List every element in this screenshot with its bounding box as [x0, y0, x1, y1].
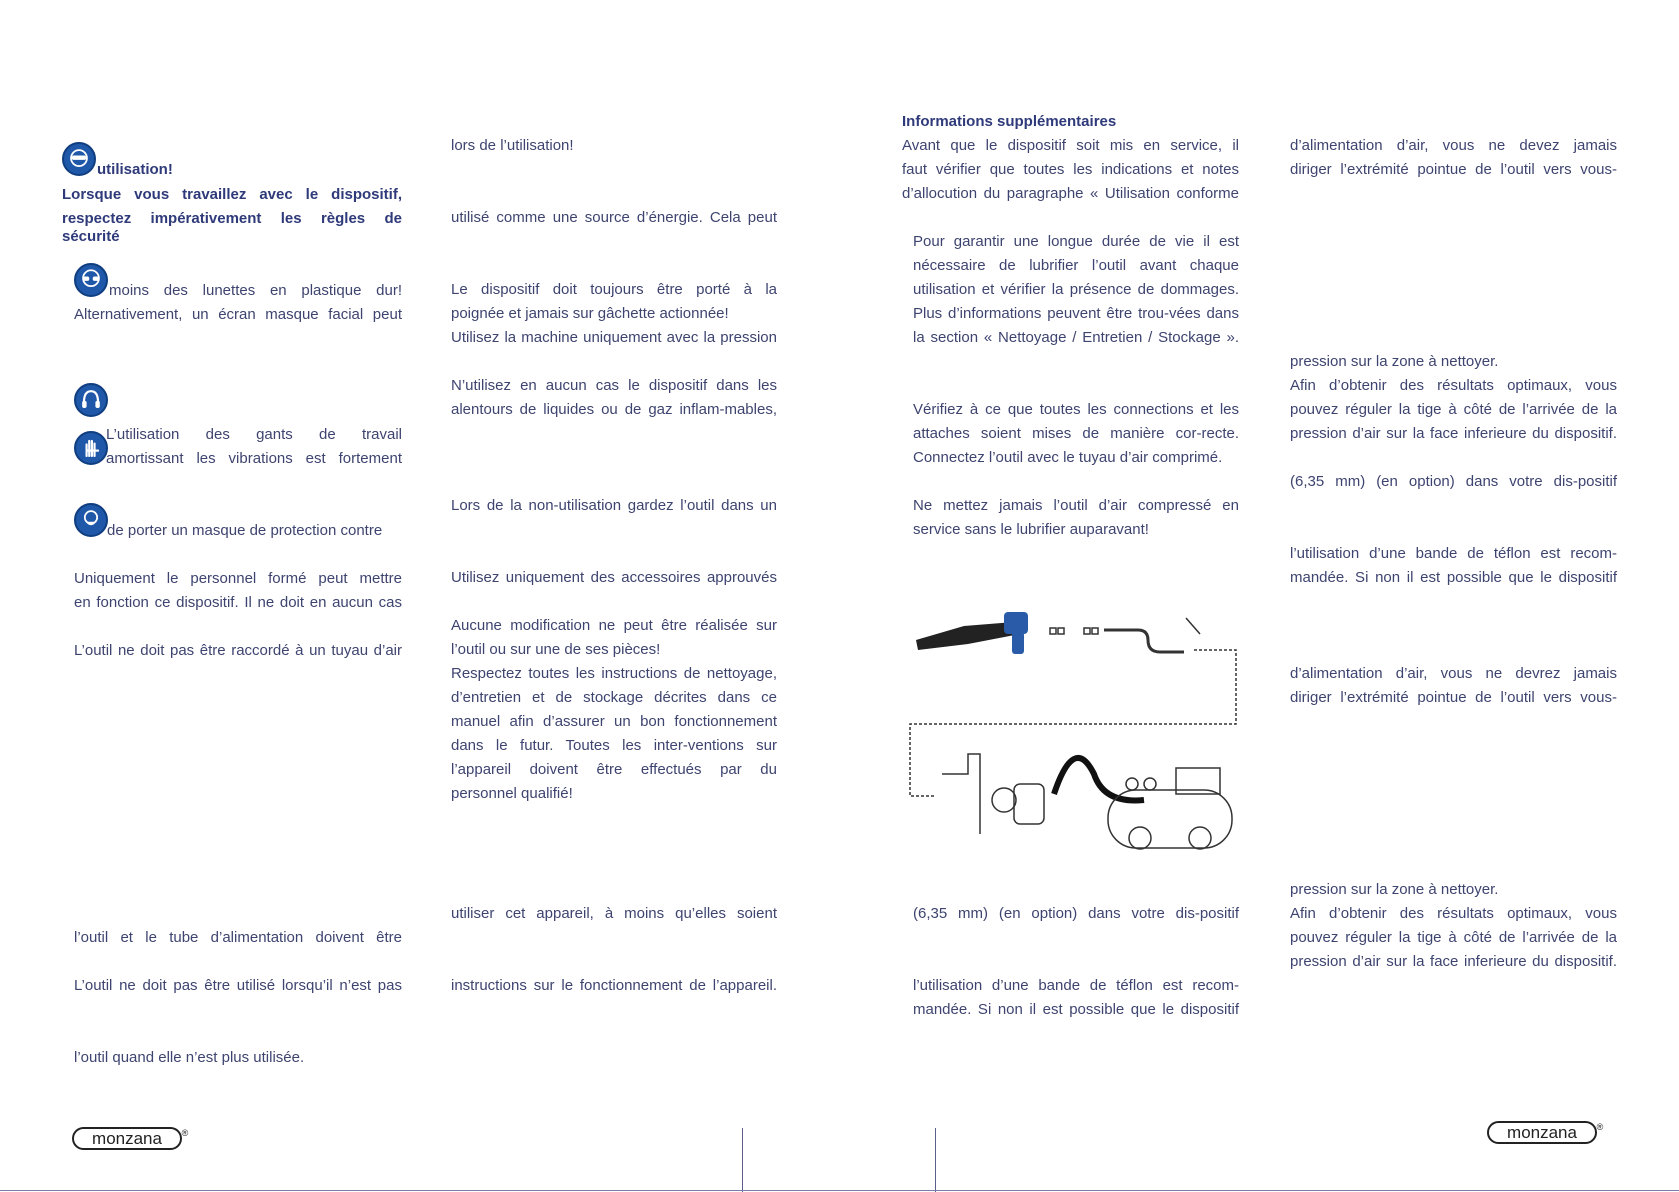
- gloves-icon: [74, 431, 108, 465]
- col3-line-16: mandée. Si non il est possible que le dispositif: [913, 1001, 1239, 1018]
- col4-line-3: pression sur la zone à nettoyer.: [1290, 353, 1499, 370]
- monzana-logo-right: [1487, 1119, 1607, 1145]
- col3-line-11: Connectez l’outil avec le tuyau d’air comprimé.: [913, 449, 1223, 466]
- col2-line-17: personnel qualifié!: [451, 785, 573, 802]
- col2-line-7: alentours de liquides ou de gaz inflam-mables,: [451, 401, 777, 418]
- last-text: l’outil quand elle n’est plus utilisée.: [74, 1049, 305, 1066]
- safety-intro-line-2: respectez impérativement les règles de sécurité: [62, 210, 402, 245]
- col3-line-14: (6,35 mm) (en option) dans votre dis-positif: [913, 905, 1239, 922]
- col3-line-6: utilisation et vérifier la présence de dommages.: [913, 281, 1239, 298]
- col2-line-15: dans le futur. Toutes les inter-ventions sur: [451, 737, 777, 754]
- svg-text:monzana: monzana: [92, 1129, 162, 1148]
- svg-text:®: ®: [1596, 1122, 1604, 1132]
- col2-line-19: instructions sur le fonctionnement de l’appareil.: [451, 977, 777, 994]
- col4-line-9: mandée. Si non il est possible que le dispositif: [1290, 569, 1617, 586]
- col4-line-5: pouvez réguler la tige à côté de l’arrivée de la: [1290, 401, 1617, 418]
- col2-line-2: utilisé comme une source d’énergie. Cela peut: [451, 209, 777, 226]
- col3-line-4: Pour garantir une longue durée de vie il est: [913, 233, 1239, 250]
- col2-line-8: Lors de la non-utilisation gardez l’outil dans un: [451, 497, 777, 514]
- col2-line-6: N’utilisez en aucun cas le dispositif dans les: [451, 377, 777, 394]
- col4-line-15: pression d’air sur la face inferieure du dispositif.: [1290, 953, 1617, 970]
- col4-line-13: Afin d’obtenir des résultats optimaux, vous: [1290, 905, 1617, 922]
- mask-icon: [74, 503, 108, 537]
- col4-line-10: d’alimentation d’air, vous ne devrez jamais: [1290, 665, 1617, 682]
- col2-line-11: l’outil ou sur une de ses pièces!: [451, 641, 661, 658]
- gloves-text-1: L’utilisation des gants de travail: [106, 426, 402, 443]
- col4-line-7: (6,35 mm) (en option) dans votre dis-positif: [1290, 473, 1617, 490]
- col4-line-11: diriger l’extrémité pointue de l’outil vers vous-: [1290, 689, 1617, 706]
- col3-line-8: la section « Nettoyage / Entretien / Stockage ».: [913, 329, 1239, 346]
- col3-line-10: attaches soient mises de manière cor-recte.: [913, 425, 1239, 442]
- tube-text: l’outil et le tube d’alimentation doivent être: [74, 929, 402, 946]
- safety-heading: utilisation!: [97, 161, 173, 178]
- col2-line-13: d’entretien et de stockage décrites dans ce: [451, 689, 777, 706]
- gloves-text-2: amortissant les vibrations est fortement: [106, 450, 402, 467]
- compressor-drawing: [942, 754, 1232, 849]
- ear-protection-icon: [74, 383, 108, 417]
- col3-line-3: d’allocution du paragraphe « Utilisation conforme: [902, 185, 1239, 202]
- col4-line-2: diriger l’extrémité pointue de l’outil vers vous-: [1290, 161, 1617, 178]
- col3-line-2: faut vérifier que toutes les indications et notes: [902, 161, 1239, 178]
- unused-text: L’outil ne doit pas être utilisé lorsqu’il n’est pas: [74, 977, 402, 994]
- staff-text-1: Uniquement le personnel formé peut mettre: [74, 570, 402, 587]
- bottom-rule: [0, 1190, 1679, 1191]
- col2-line-10: Aucune modification ne peut être réalisée sur: [451, 617, 777, 634]
- monzana-logo-left: [72, 1125, 192, 1151]
- info-title: Informations supplémentaires: [902, 113, 1117, 130]
- svg-text:®: ®: [181, 1128, 189, 1138]
- col4-line-4: Afin d’obtenir des résultats optimaux, vous: [1290, 377, 1617, 394]
- fold-line-left: [742, 1128, 743, 1192]
- col4-line-14: pouvez réguler la tige à côté de l’arrivée de la: [1290, 929, 1617, 946]
- col3-line-1: Avant que le dispositif soit mis en service, il: [902, 137, 1239, 154]
- col2-line-3: Le dispositif doit toujours être porté à la: [451, 281, 777, 298]
- col4-line-6: pression d’air sur la face inferieure du dispositif.: [1290, 425, 1617, 442]
- col3-line-13: service sans le lubrifier auparavant!: [913, 521, 1149, 538]
- goggles-text-1: moins des lunettes en plastique dur!: [109, 282, 402, 299]
- col2-line-16: l’appareil doivent être effectués par du: [451, 761, 777, 778]
- col3-line-15: l’utilisation d’une bande de téflon est recom-: [913, 977, 1239, 994]
- col2-line-18: utiliser cet appareil, à moins qu’elles soient: [451, 905, 777, 922]
- hose-text: L’outil ne doit pas être raccordé à un tuyau d’air: [74, 642, 402, 659]
- face-protection-icon: [62, 142, 96, 176]
- col4-line-12: pression sur la zone à nettoyer.: [1290, 881, 1499, 898]
- air-hammer-drawing: [916, 612, 1028, 654]
- col3-line-9: Vérifiez à ce que toutes les connections et les: [913, 401, 1239, 418]
- mask-text: de porter un masque de protection contre: [107, 522, 383, 539]
- col3-line-12: Ne mettez jamais l’outil d’air compressé en: [913, 497, 1239, 514]
- col4-line-8: l’utilisation d’une bande de téflon est recom-: [1290, 545, 1617, 562]
- col2-line-4: poignée et jamais sur gâchette actionnée!: [451, 305, 729, 322]
- col2-line-5: Utilisez la machine uniquement avec la pression: [451, 329, 777, 346]
- col2-line-12: Respectez toutes les instructions de nettoyage,: [451, 665, 777, 682]
- col3-line-7: Plus d’informations peuvent être trou-vées dans: [913, 305, 1239, 322]
- fold-line-right: [935, 1128, 936, 1192]
- svg-text:monzana: monzana: [1507, 1123, 1577, 1142]
- col2-line-9: Utilisez uniquement des accessoires approuvés: [451, 569, 777, 586]
- goggles-icon: [74, 263, 108, 297]
- safety-intro-line-1: Lorsque vous travaillez avec le dispositif,: [62, 186, 402, 203]
- col2-line-14: manuel afin d’assurer un bon fonctionnement: [451, 713, 777, 730]
- air-tool-setup-diagram: [904, 604, 1240, 866]
- col4-line-1: d’alimentation d’air, vous ne devez jamais: [1290, 137, 1617, 154]
- col2-line-1: lors de l’utilisation!: [451, 137, 574, 154]
- col3-line-5: nécessaire de lubrifier l’outil avant chaque: [913, 257, 1239, 274]
- staff-text-2: en fonction ce dispositif. Il ne doit en aucun cas: [74, 594, 402, 611]
- goggles-text-2: Alternativement, un écran masque facial peut: [74, 306, 402, 323]
